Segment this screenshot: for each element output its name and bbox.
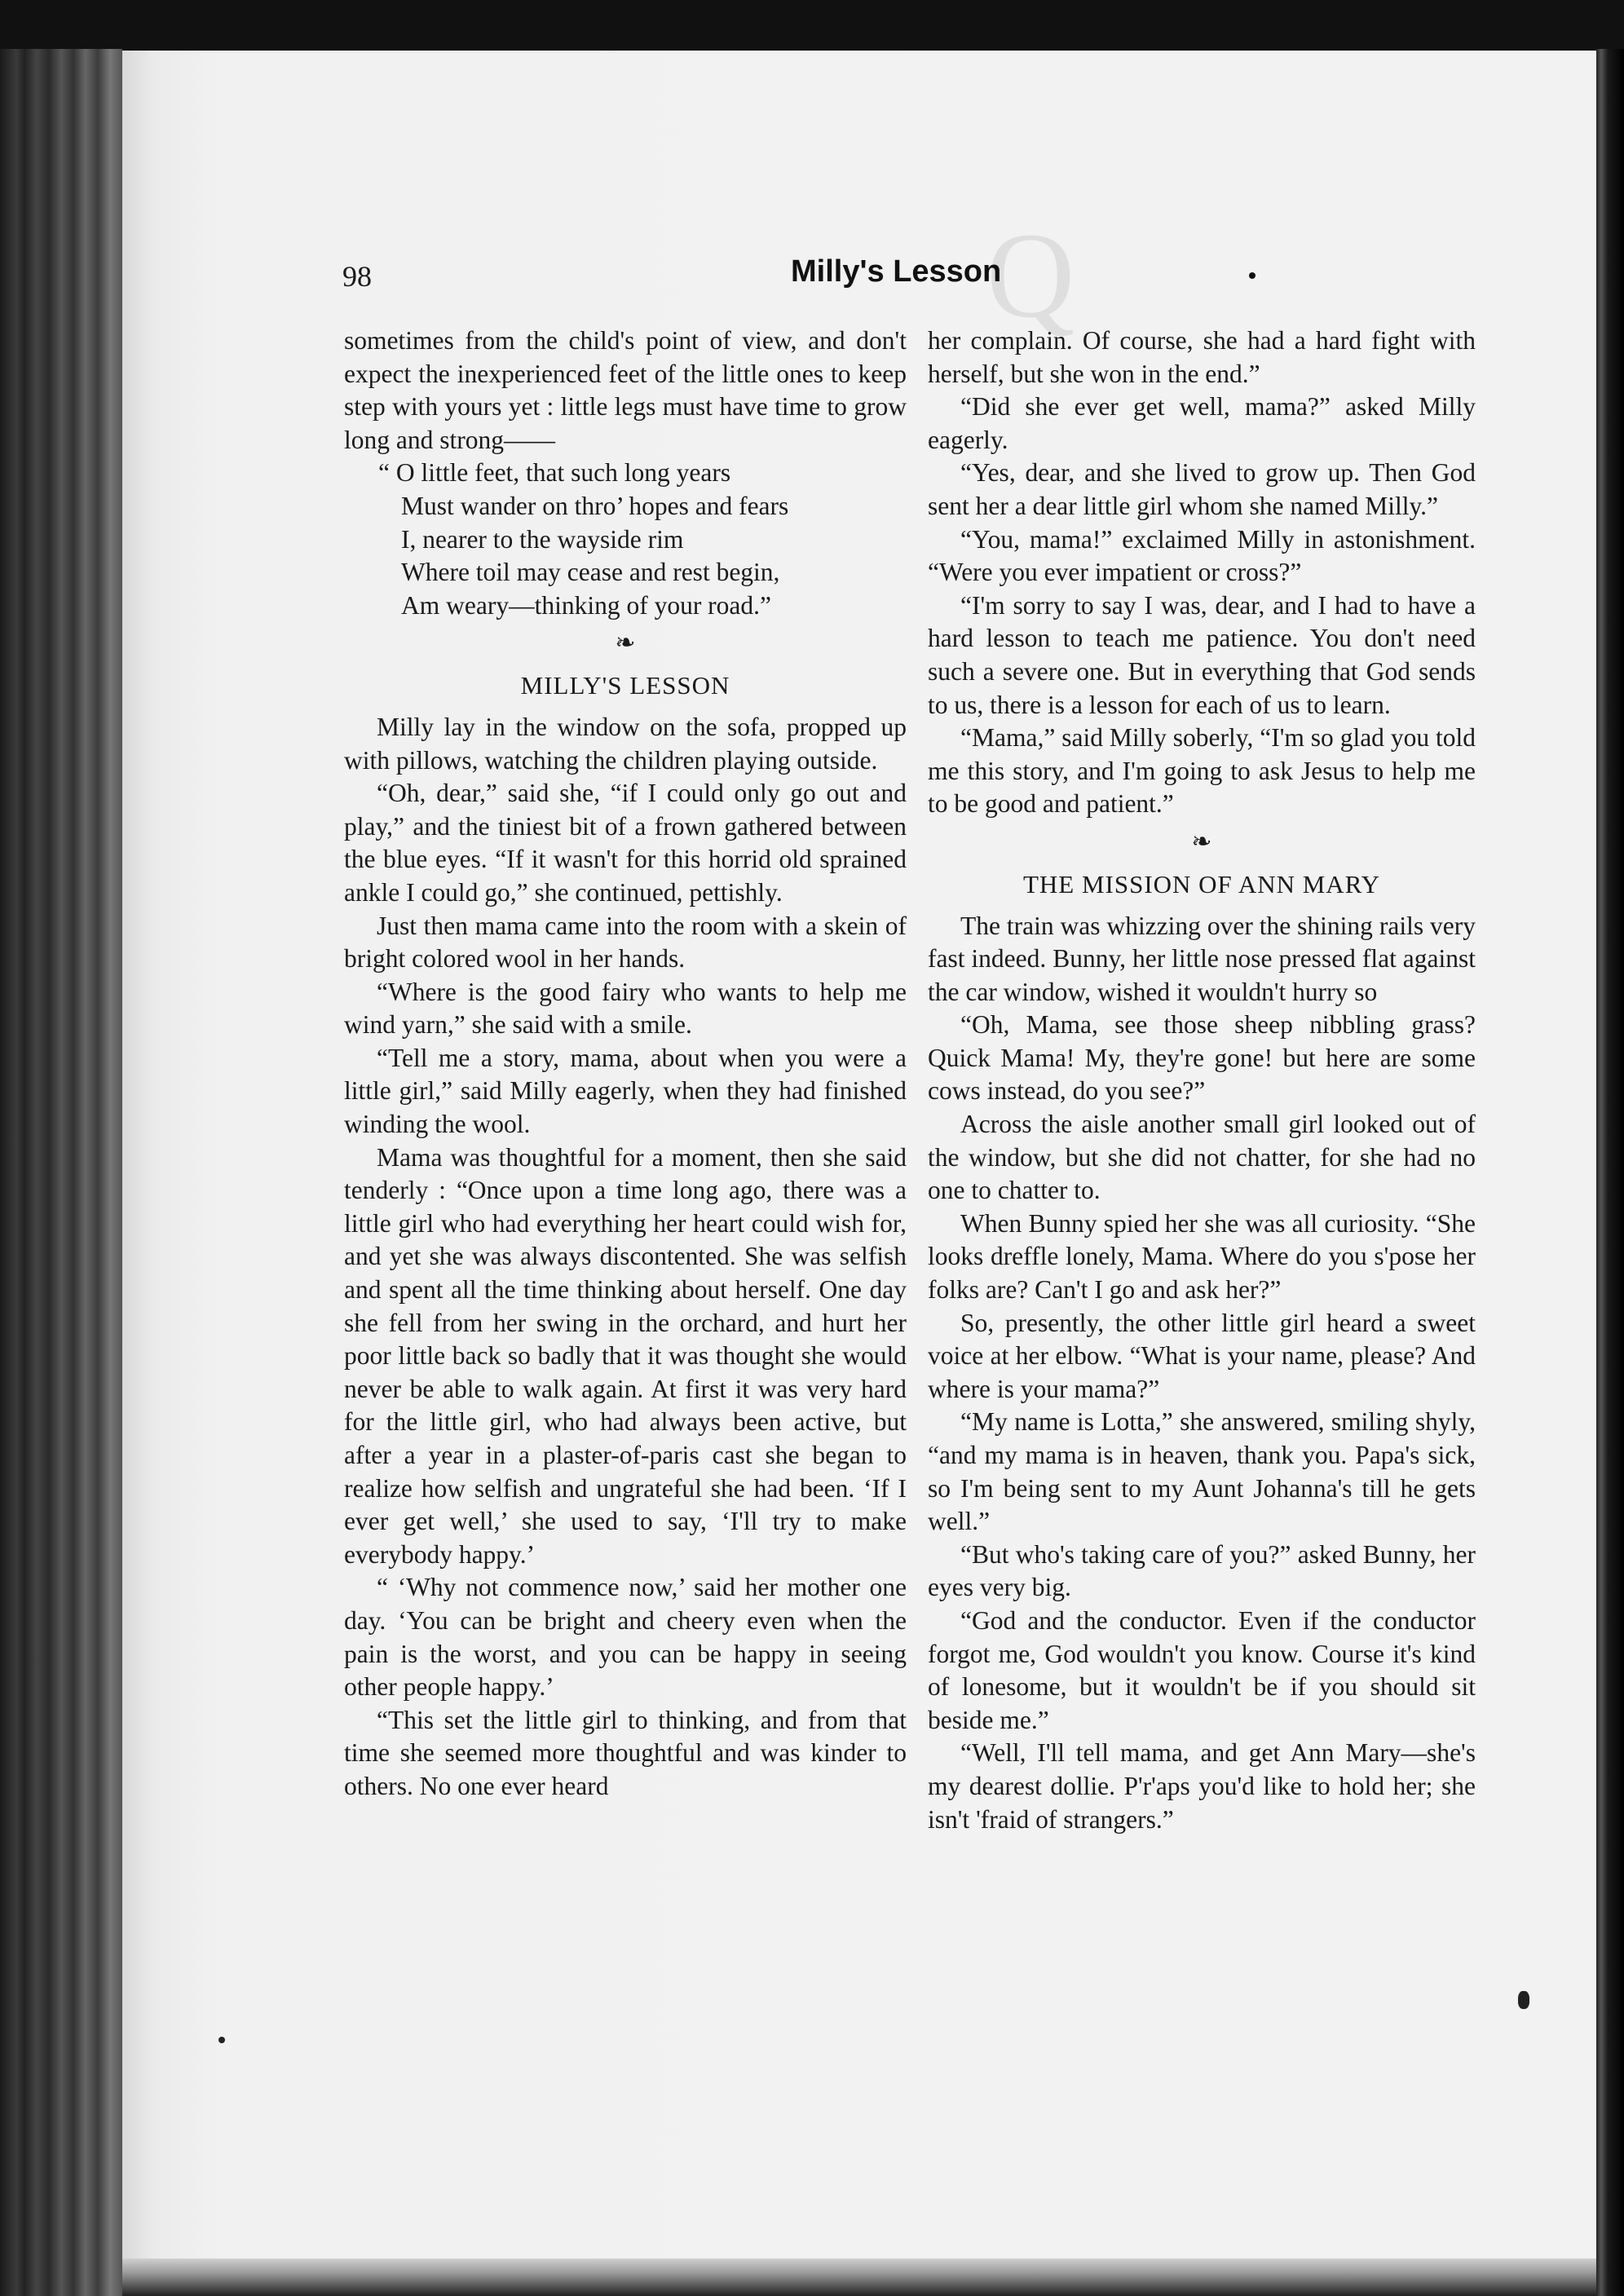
fleuron-ornament: ❧ (615, 629, 636, 657)
bleed-through-text: Q (986, 208, 1075, 343)
paragraph: “ ‘Why not commence now,’ said her mother one day. ‘You can be bright and cheery even when the pain is the worst, and you can be happy in seeing other people happy.’ (344, 1573, 907, 1702)
paragraph: “I'm sorry to say I was, dear, and I had to have a hard lesson to teach me patience. You don't need such a severe one. But in everything that God sends to us, there is a lesson for each of us to learn. (928, 590, 1476, 719)
paragraph: When Bunny spied her she was all curiosity. “She looks dreffle lonely, Mama. Where do you s'pose her folks are? Can't I go and ask her?” (928, 1208, 1476, 1305)
poem-line: Where toil may cease and rest begin, (401, 558, 780, 587)
scan-top-border (0, 0, 1624, 57)
paragraph: “But who's taking care of you?” asked Bunny, her eyes very big. (928, 1539, 1476, 1602)
paragraph: Just then mama came into the room with a skein of bright colored wool in her hands. (344, 911, 907, 974)
left-column (344, 325, 907, 1804)
paragraph: The train was whizzing over the shining rails very fast indeed. Bunny, her little nose pressed flat against the car window, wished it wouldn't hurry so (928, 911, 1476, 1006)
fleuron-ornament: ❧ (1191, 828, 1212, 855)
paragraph: Across the aisle another small girl looked out of the window, but she did not chatter, for she had no one to chatter to. (928, 1110, 1476, 1205)
book-spine-edge (0, 49, 122, 2296)
story-heading: MILLY'S LESSON (520, 671, 730, 700)
paragraph: “Mama,” said Milly soberly, “I'm so glad you told me this story, and I'm going to ask Jesus to help me to be good and patient.” (928, 723, 1476, 819)
paragraph: “Did she ever get well, mama?” asked Milly eagerly. (928, 392, 1476, 454)
paragraph: “Oh, dear,” said she, “if I could only go out and play,” and the tiniest bit of a frown gathered between the blue eyes. “If it wasn't for this horrid old sprained ankle I could go,” she continued, pettishly. (344, 779, 907, 907)
scan-right-border (1596, 49, 1624, 2296)
printer-dot (1249, 272, 1256, 279)
paragraph: “Tell me a story, mama, about when you were a little girl,” said Milly eagerly, when they had finished winding the wool. (344, 1043, 907, 1139)
paragraph: her complain. Of course, she had a hard fight with herself, but she won in the end.” (928, 326, 1476, 388)
paragraph: “Well, I'll tell mama, and get Ann Mary—she's my dearest dollie. P'r'aps you'd like to hold her; she isn't 'fraid of strangers.” (928, 1738, 1476, 1834)
intro-paragraph: sometimes from the child's point of view, and don't expect the inexperienced feet of the little ones to keep step with yours yet : little legs must have time to grow long and strong—— (344, 326, 907, 454)
page-header (342, 254, 1484, 303)
paragraph: Mama was thoughtful for a moment, then she said tenderly : “Once upon a time long ago, there was a little girl who had everything her heart could wish for, and yet she was always discontented. She was selfish and spent all the time thinking about herself. One day she fell from her swing in the orchard, and hurt her poor little back so badly that it was thought she would never be able to walk again. At first it was very hard for the little girl, who had always been active, but after a year in a plaster-of-paris cast she began to realize how selfish and ungrateful she had been. ‘If I ever get well,’ she used to say, ‘I'll try to make everybody happy.’ (344, 1142, 907, 1569)
paragraph: “Oh, Mama, see those sheep nibbling grass? Quick Mama! My, they're gone! but here are some cows instead, do you see?” (928, 1010, 1476, 1106)
right-column (928, 325, 1476, 1836)
dust-speck (1518, 1991, 1529, 2009)
scan-bottom-border (122, 2258, 1596, 2296)
paragraph: Milly lay in the window on the sofa, propped up with pillows, watching the children playing outside. (344, 712, 907, 775)
paragraph: “Yes, dear, and she lived to grow up. Then God sent her a dear little girl whom she named Milly.” (928, 458, 1476, 520)
running-title: Milly's Lesson (791, 254, 1002, 289)
paragraph: “God and the conductor. Even if the conductor forgot me, God wouldn't you know. Course it's kind of lonesome, but it wouldn't be if you should sit beside me.” (928, 1605, 1476, 1734)
paragraph: “My name is Lotta,” she answered, smiling shyly, “and my mama is in heaven, thank you. Papa's sick, so I'm being sent to my Aunt Johanna's till he gets well.” (928, 1407, 1476, 1536)
poem-line: “ O little feet, that such long years (378, 458, 731, 488)
poem-line: Must wander on thro’ hopes and fears (401, 491, 789, 520)
poem (378, 457, 907, 622)
poem-line: Am weary—thinking of your road.” (401, 590, 772, 620)
dust-speck (218, 2037, 225, 2043)
poem-line: I, nearer to the wayside rim (401, 524, 684, 554)
paragraph: “This set the little girl to thinking, and from that time she seemed more thoughtful and was kinder to others. No one ever heard (344, 1705, 907, 1800)
story-heading: THE MISSION OF ANN MARY (1022, 869, 1381, 899)
page-number: 98 (342, 260, 372, 293)
paragraph: “Where is the good fairy who wants to help me wind yarn,” she said with a smile. (344, 977, 907, 1040)
paragraph: So, presently, the other little girl heard a sweet voice at her elbow. “What is your name, please? And where is your mama?” (928, 1308, 1476, 1403)
paragraph: “You, mama!” exclaimed Milly in astonishment. “Were you ever impatient or cross?” (928, 524, 1476, 587)
